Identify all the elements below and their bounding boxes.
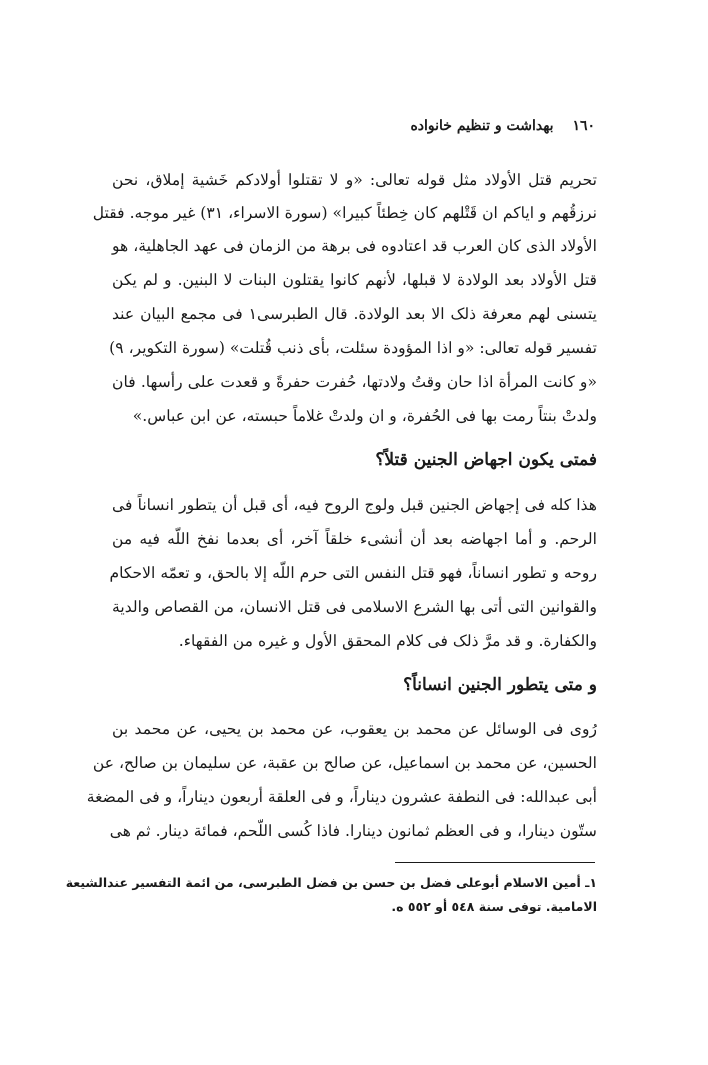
- page-number: ١٦٠: [572, 118, 595, 134]
- text-line: والقوانین التی أتی بها الشرع الاسلامی فی قتل الانسان، من القصاص والدیة: [112, 598, 597, 616]
- text-line: أبی عبدالله: فی النطفة عشرون دیناراً، و فی العلقة أربعون دیناراً، و فی المضغة: [86, 788, 597, 806]
- text-line: روحه و تطور انساناً، فهو قتل النفس التی حرم اللّه إلا بالحق، و تعمّه الاحکام: [109, 564, 597, 582]
- text-line: «و کانت المرأة اذا حان وقتُ ولادتها، حُفرت حفرةً و قعدت علی رأسها. فان: [112, 373, 597, 391]
- text-line: ستّون دینارا، و فی العظم ثمانون دینارا. فاذا کُسی اللّحم، فمائة دینار. ثم هی: [109, 822, 597, 840]
- text-line: هذا کله فی إجهاض الجنین قبل ولوج الروح فیه، أی قبل أن یتطور انساناً فی: [112, 496, 597, 514]
- text-line: ولدتْ بنتاً رمت بها فی الحُفرة، و ان ولدتْ غلاماً حبسته، عن ابن عباس.»: [132, 407, 597, 425]
- text-line: قتل الأولاد بعد الولادة لا قبلها، لأنهم کانوا یقتلون البنات لا البنین. و لم یکن: [112, 271, 597, 289]
- text-line: تحریم قتل الأولاد مثل قوله تعالی: «و لا تقتلوا أولادکم خَشیة إملاق، نحن: [112, 171, 597, 189]
- footnote-line: ١ـ أمین الاسلام أبوعلی فضل بن حسن بن فضل الطبرسی، من ائمة التفسیر عندالشیعة: [65, 875, 597, 890]
- footnote-divider: [395, 862, 595, 863]
- text-line: الأولاد الذی کان العرب قد اعتادوه فی برهة من الزمان فی عهد الجاهلیة، هو: [112, 237, 597, 255]
- section-heading-2: و متی یتطور الجنین انساناً؟: [403, 675, 597, 695]
- running-title: بهداشت و تنظیم خانواده: [410, 118, 554, 134]
- text-line: والکفارة. و قد مرَّ ذلک فی کلام المحقق الأول و غیره من الفقهاء.: [178, 632, 597, 650]
- text-line: یتسنی لهم معرفة ذلک الا بعد الولادة. قال الطبرسی١ فی مجمع البیان عند: [112, 305, 597, 323]
- text-line: رُوی فی الوسائل عن محمد بن یعقوب، عن محمد بن یحیی، عن محمد بن: [112, 720, 597, 738]
- text-line: نرزقُهم و ایاکم ان قَتْلهم کان خِطئاً کبیرا» (سورة الاسراء، ٣١) غیر موجه. فقتل: [92, 204, 597, 222]
- text-line: الحسین، عن محمد بن اسماعیل، عن صالح بن عقبة، عن سلیمان بن صالح، عن: [92, 754, 597, 772]
- section-heading-1: فمتی یکون اجهاض الجنین قتلاً؟: [375, 450, 597, 470]
- text-line: تفسیر قوله تعالی: «و اذا المؤودة سئلت، بأی ذنب قُتلت» (سورة التکویر، ٩): [109, 339, 597, 357]
- page-header: [410, 118, 595, 134]
- footnote-line: الامامیة. توفی سنة ٥٤٨ أو ٥٥٢ ه.: [391, 899, 597, 914]
- text-line: الرحم. و أما اجهاضه بعد أن أنشیء خلقاً آخر، أی بعدما نفخ اللّه فیه من: [112, 530, 597, 548]
